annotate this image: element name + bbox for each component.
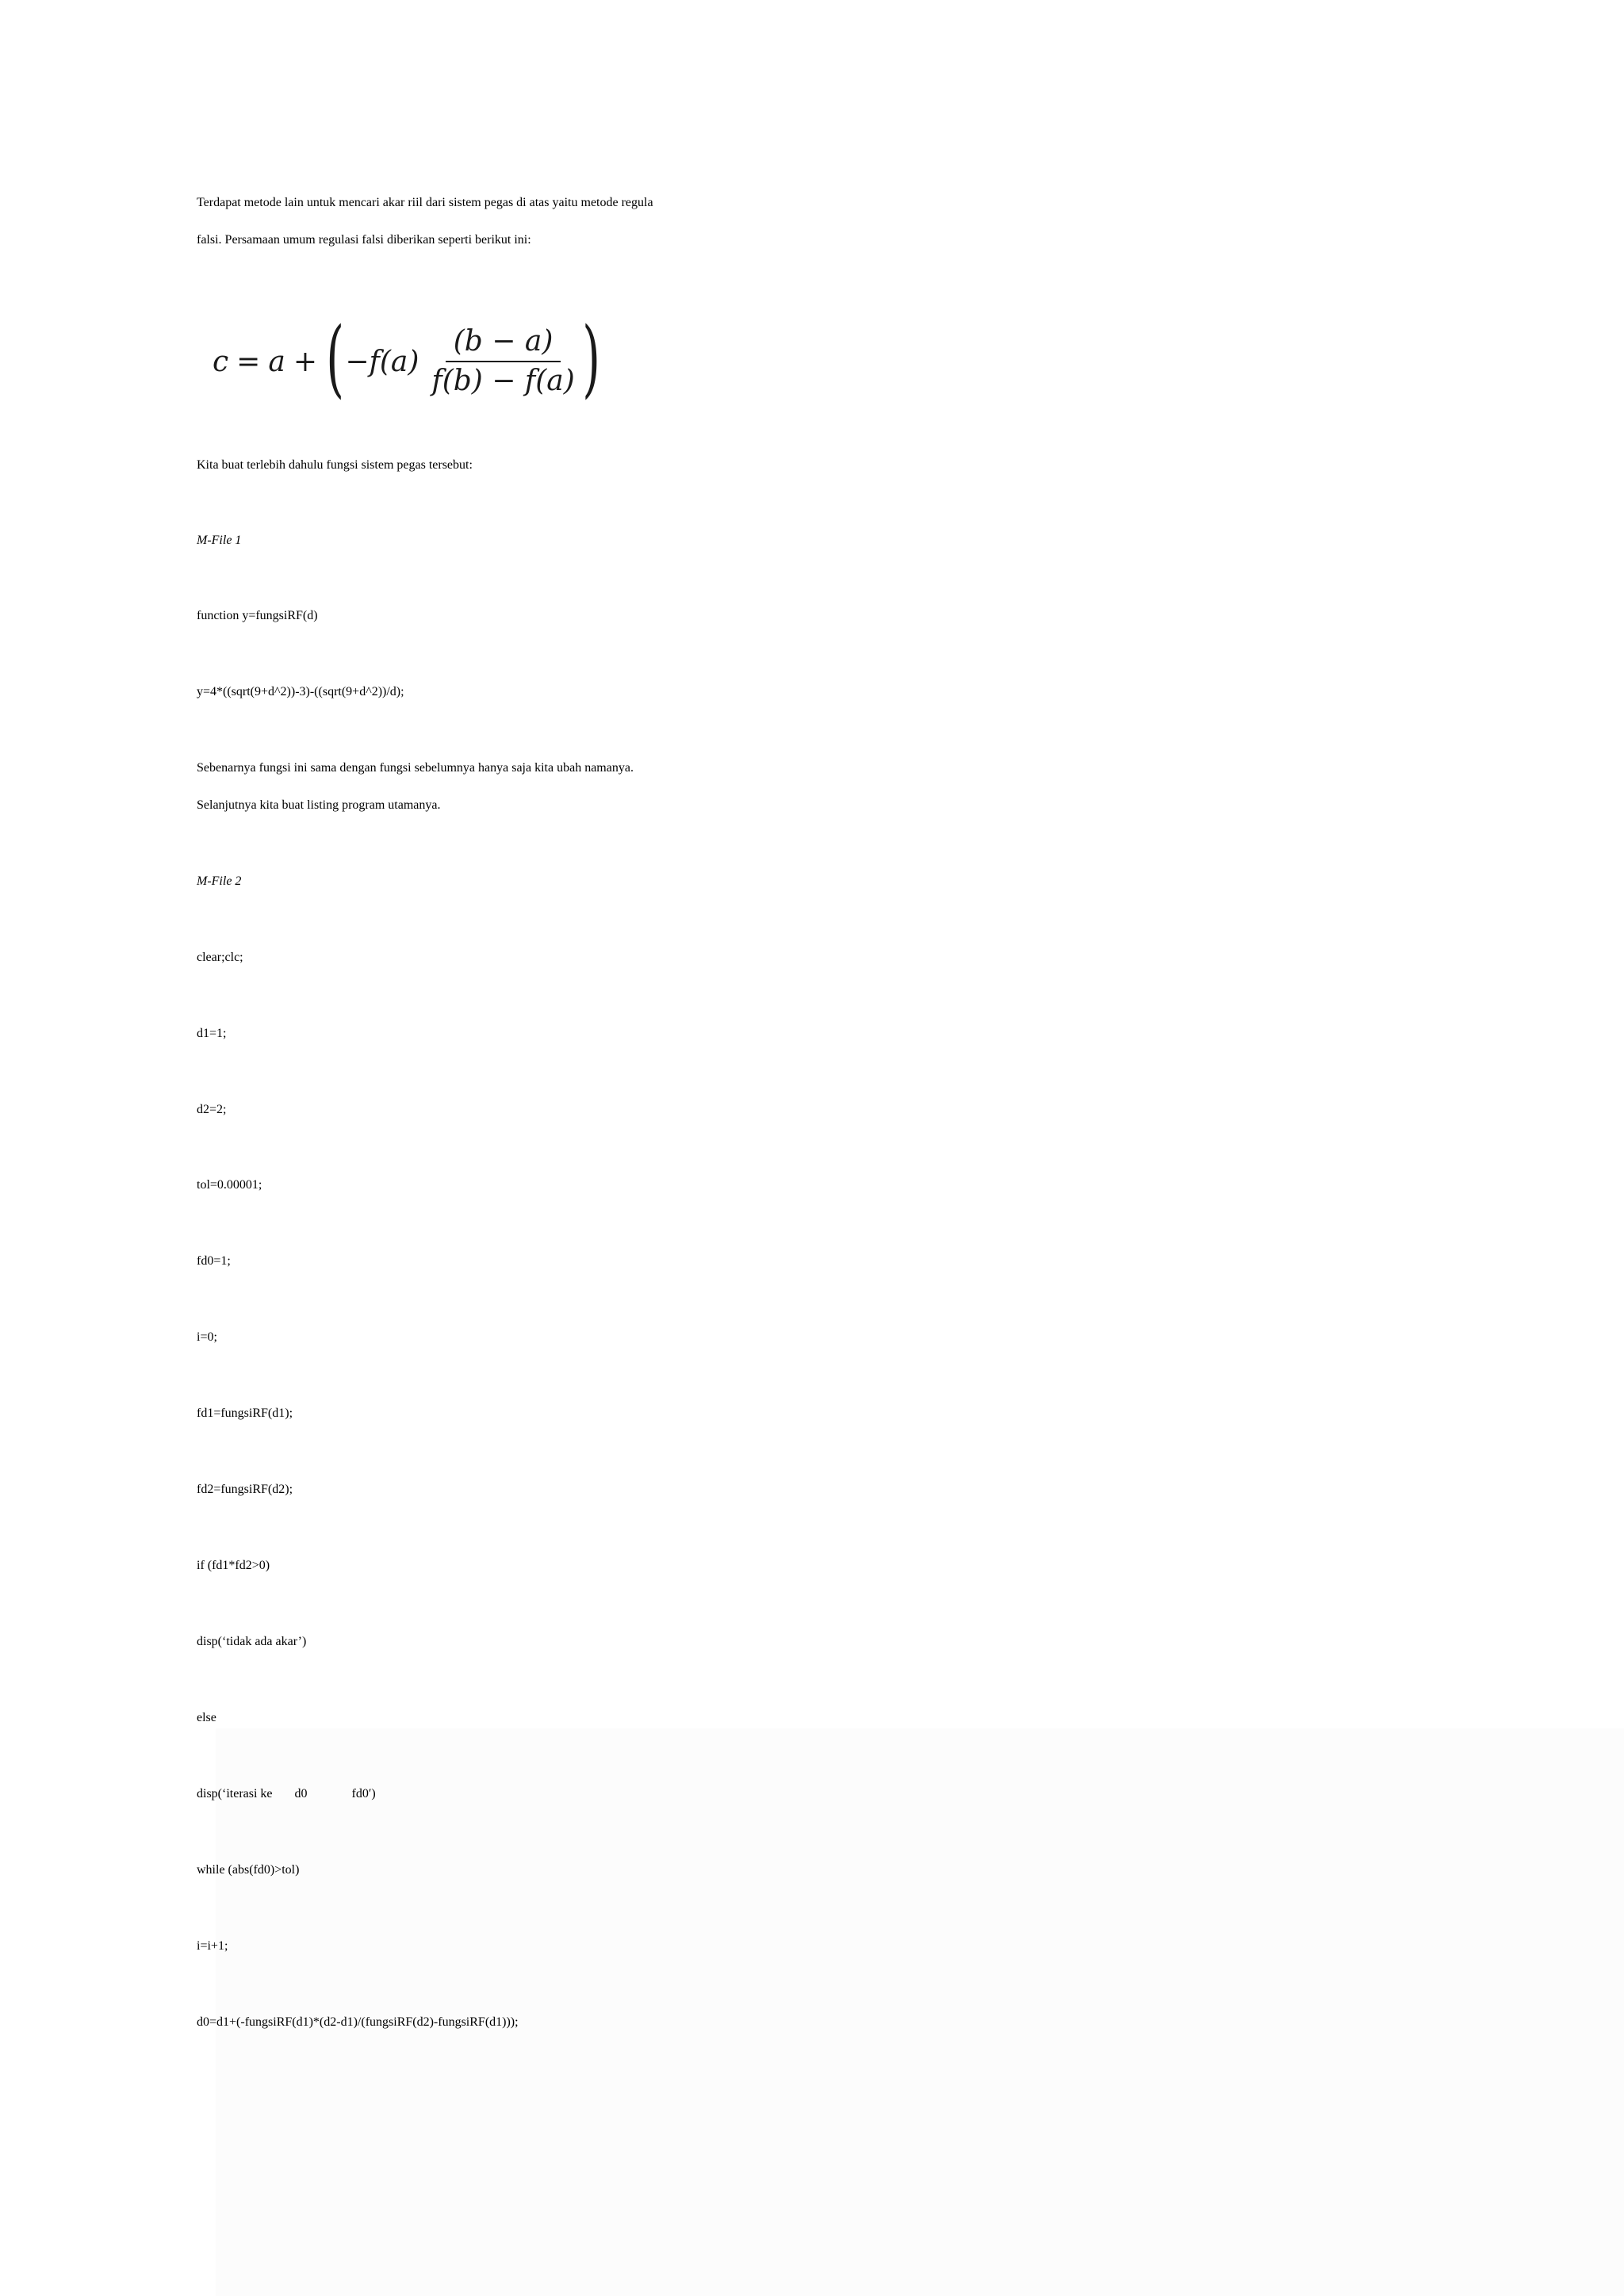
code-line: function y=fungsiRF(d) bbox=[197, 609, 318, 622]
formula-denominator: f(b) − f(a) bbox=[431, 365, 575, 397]
mfile1-label: M-File 1 bbox=[197, 534, 242, 547]
intro-line-2: falsi. Persamaan umum regulasi falsi diberikan seperti berikut ini: bbox=[197, 233, 531, 247]
code-line: disp(‘iterasi ke d0 fd0′) bbox=[197, 1787, 376, 1800]
code-line: tol=0.00001; bbox=[197, 1178, 262, 1192]
code-line: fd0=1; bbox=[197, 1254, 231, 1268]
formula-a: a bbox=[268, 345, 285, 378]
scan-shading bbox=[216, 1728, 1624, 2296]
formula-lhs: c bbox=[213, 345, 229, 378]
formula-neg-fa: −f(a) bbox=[345, 345, 419, 378]
formula-close-paren: ) bbox=[582, 309, 600, 407]
code-line: else bbox=[197, 1711, 216, 1724]
code-line: while (abs(fd0)>tol) bbox=[197, 1863, 300, 1877]
define-text: Kita buat terlebih dahulu fungsi sistem pegas tersebut: bbox=[197, 458, 473, 472]
code-line: i=i+1; bbox=[197, 1939, 228, 1953]
formula-open-paren: ( bbox=[326, 309, 345, 407]
mfile2-label: M-File 2 bbox=[197, 874, 242, 888]
code-line: fd1=fungsiRF(d1); bbox=[197, 1406, 293, 1420]
formula-numerator: (b − a) bbox=[446, 324, 561, 362]
code-line: i=0; bbox=[197, 1330, 217, 1344]
code-line: clear;clc; bbox=[197, 951, 243, 964]
intro-line-1: Terdapat metode lain untuk mencari akar riil dari sistem pegas di atas yaitu metode regula bbox=[197, 196, 653, 209]
explain-line-2: Selanjutnya kita buat listing program utamanya. bbox=[197, 798, 441, 812]
formula-plus: + bbox=[293, 345, 317, 378]
code-line: d2=2; bbox=[197, 1103, 227, 1116]
code-line: disp(‘tidak ada akar’) bbox=[197, 1635, 307, 1648]
formula-equals: = bbox=[236, 345, 261, 378]
code-line: fd2=fungsiRF(d2); bbox=[197, 1483, 293, 1496]
formula-fraction bbox=[427, 324, 579, 399]
code-line: d1=1; bbox=[197, 1027, 227, 1040]
code-line: y=4*((sqrt(9+d^2))-3)-((sqrt(9+d^2))/d); bbox=[197, 685, 404, 698]
explain-line-1: Sebenarnya fungsi ini sama dengan fungsi sebelumnya hanya saja kita ubah namanya. bbox=[197, 761, 634, 775]
code-line: if (fd1*fd2>0) bbox=[197, 1559, 270, 1572]
code-line: d0=d1+(-fungsiRF(d1)*(d2-d1)/(fungsiRF(d2)-fungsiRF(d1))); bbox=[197, 2015, 519, 2029]
regula-falsi-formula bbox=[213, 309, 601, 407]
